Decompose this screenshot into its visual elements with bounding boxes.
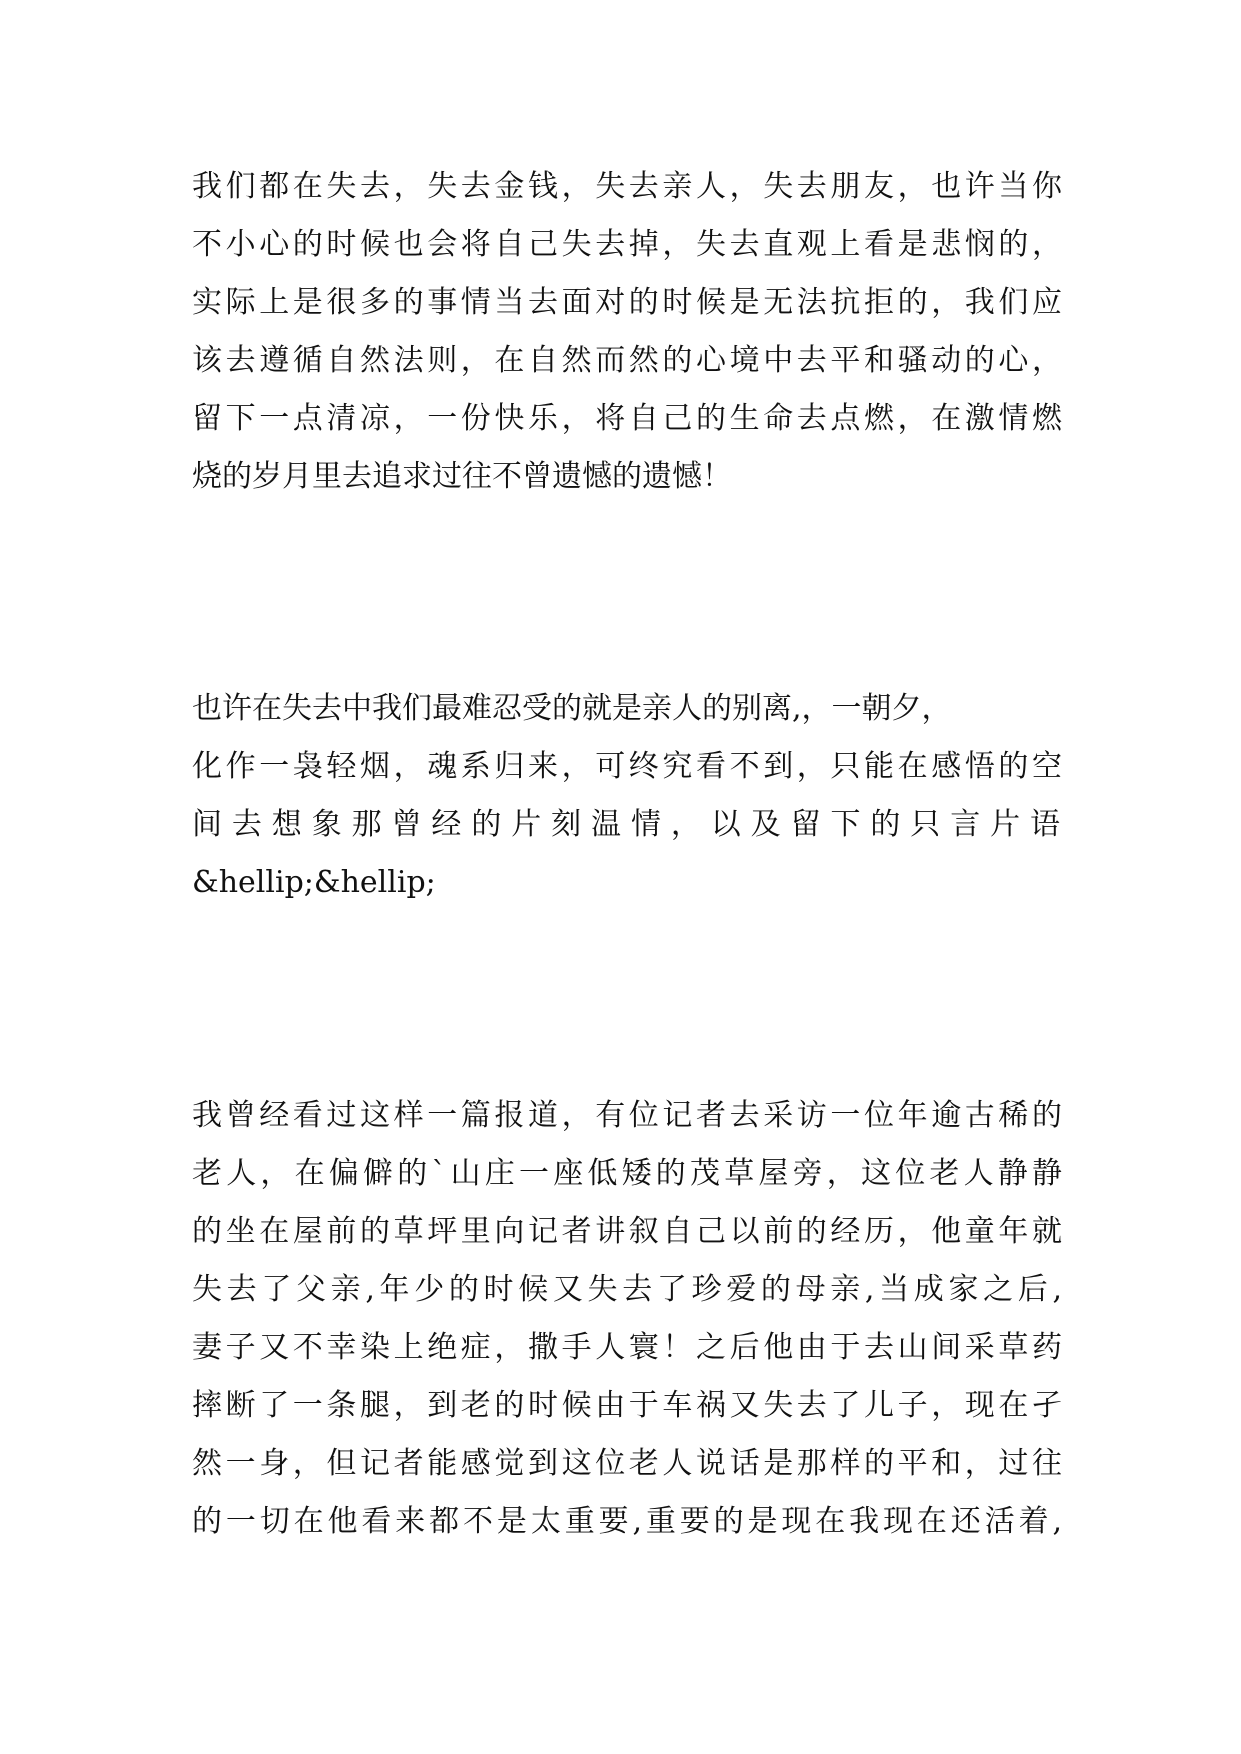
paragraph-2 <box>192 680 1062 912</box>
paragraph-3 <box>192 1087 1062 1551</box>
text-line: &hellip;&hellip; <box>192 865 436 900</box>
text-line: 妻子又不幸染上绝症，撒手人寰！之后他由于去山间采草药 <box>192 1330 1062 1365</box>
text-line: 失去了父亲,年少的时候又失去了珍爱的母亲,当成家之后, <box>192 1272 1062 1307</box>
text-line: 我们都在失去，失去金钱，失去亲人，失去朋友，也许当你 <box>192 169 1062 204</box>
text-line: 的一切在他看来都不是太重要,重要的是现在我现在还活着, <box>192 1504 1062 1539</box>
text-line: 实际上是很多的事情当去面对的时候是无法抗拒的，我们应 <box>192 285 1062 320</box>
text-line: 然一身，但记者能感觉到这位老人说话是那样的平和，过往 <box>192 1446 1062 1481</box>
text-line: 我曾经看过这样一篇报道，有位记者去采访一位年逾古稀的 <box>192 1098 1062 1133</box>
text-line: 摔断了一条腿，到老的时候由于车祸又失去了儿子，现在孑 <box>192 1388 1062 1423</box>
text-line: 也许在失去中我们最难忍受的就是亲人的别离,，一朝夕， <box>192 691 952 726</box>
text-line: 烧的岁月里去追求过往不曾遗憾的遗憾！ <box>192 459 732 494</box>
text-line: 的坐在屋前的草坪里向记者讲叙自己以前的经历，他童年就 <box>192 1214 1062 1249</box>
paragraph-1 <box>192 158 1062 506</box>
text-line: 间去想象那曾经的片刻温情，以及留下的只言片语 <box>192 807 1062 842</box>
text-line: 不小心的时候也会将自己失去掉，失去直观上看是悲悯的， <box>192 227 1062 262</box>
text-line: 化作一袅轻烟，魂系归来，可终究看不到，只能在感悟的空 <box>192 749 1062 784</box>
text-line: 留下一点清凉，一份快乐，将自己的生命去点燃，在激情燃 <box>192 401 1062 436</box>
text-line: 该去遵循自然法则，在自然而然的心境中去平和骚动的心， <box>192 343 1062 378</box>
text-line: 老人，在偏僻的`山庄一座低矮的茂草屋旁，这位老人静静 <box>192 1156 1062 1191</box>
